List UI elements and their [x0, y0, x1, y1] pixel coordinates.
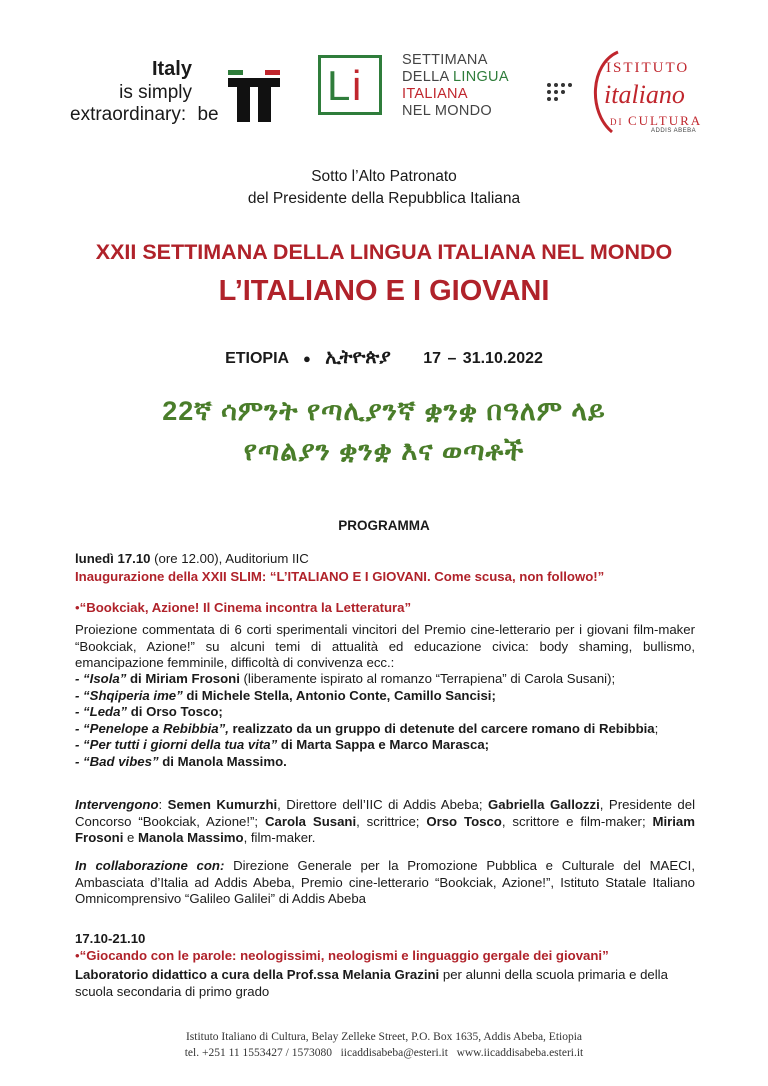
italy-logo — [70, 58, 285, 124]
slim-logo — [318, 52, 518, 132]
collaboration-text: Direzione Generale per la Promozione Pubblica e Culturale del MAECI, Ambasciata d’Italia ad Addis Abeba, Premio cine-letterario “Bookciak, Azione!”, Istituto Statale Italiano Omnicomprensivo “Galileo Galilei” di Addis Abeba — [75, 858, 695, 906]
slim-logo-line3: ITALIANA — [402, 86, 468, 102]
film-title: - “Per tutti i giorni della tua vita” — [75, 737, 278, 752]
event-dates: 17 – 31.10.2022 — [423, 350, 543, 367]
event1-description: Proiezione commentata di 6 corti sperimentali vincitori del Premio cine-letterario per i giovani film-maker “Bookciak, Azione!” su alcuni temi di attualità ed educazione civica: body shaming, bullismo, emancipazione femminile, difficoltà di convivenza ecc.: — [75, 622, 695, 670]
country-name: ETIOPIA — [225, 350, 289, 367]
event2-title — [75, 948, 695, 965]
bullet-icon: • — [75, 948, 80, 963]
event2-description — [75, 967, 695, 1000]
collaboration-label: In collaborazione con: — [75, 858, 225, 873]
iic-logo — [540, 50, 703, 135]
collaboration-paragraph — [75, 858, 695, 908]
iic-logo-city: ADDIS ABEBA — [651, 128, 697, 134]
iic-logo-di: DI — [610, 117, 624, 127]
film-list — [75, 671, 695, 770]
event1-title-text: “Bookciak, Azione! Il Cinema incontra la Letteratura” — [79, 600, 412, 615]
italy-logo-line2: is simply — [119, 82, 192, 103]
day1-line — [75, 551, 695, 568]
film-author: di Michele Stella, Antonio Conte, Camillo Sancisi; — [182, 687, 496, 703]
be-it-mark-icon — [228, 70, 280, 122]
speaker-role: , scrittrice; — [356, 813, 427, 829]
amharic-title: 22ኛ ሳምንት የጣሊያንኛ ቋንቋ በዓለም ላይ — [162, 396, 606, 426]
speaker-name: Orso Tosco — [426, 813, 502, 829]
slim-logo-line2a: DELLA — [402, 69, 449, 85]
iic-dots-icon — [546, 82, 576, 102]
speakers-paragraph — [75, 797, 695, 847]
day1-time: (ore 12.00), Auditorium IIC — [150, 551, 309, 566]
film-author: di Orso Tosco; — [127, 704, 223, 719]
film-item — [75, 737, 695, 754]
speakers-colon: : — [158, 797, 168, 812]
bullet-icon: • — [75, 600, 80, 615]
patronage-line1: Sotto l’Alto Patronato — [311, 168, 457, 185]
inauguration-line: Inaugurazione della XXII SLIM: “L’ITALIANO E I GIOVANI. Come scusa, non followo!” — [75, 569, 605, 584]
film-item — [75, 704, 695, 721]
footer-address: Istituto Italiano di Cultura, Belay Zelleke Street, P.O. Box 1635, Addis Abeba, Etiopia — [185, 1031, 583, 1043]
speaker-role: , Presidente del Concorso “Bookciak, Azione!”; — [75, 797, 696, 829]
slim-logo-line1: SETTIMANA — [402, 52, 488, 68]
speaker-name: Semen Kumurzhi — [167, 797, 278, 812]
speaker-name: Miriam Frosoni — [75, 813, 695, 845]
speakers-label: Intervengono — [75, 797, 159, 812]
speaker-name: Manola Massimo — [138, 830, 244, 845]
iic-logo-top: ISTITUTO — [606, 60, 690, 76]
italy-logo-line3b: be — [197, 104, 219, 125]
amharic-subtitle: የጣልያን ቋንቋ እና ወጣቶች — [243, 436, 525, 466]
film-item — [75, 754, 695, 771]
slim-logo-line4: NEL MONDO — [402, 103, 492, 119]
speaker-role: , film-maker. — [243, 830, 316, 845]
slim-logo-line2b: LINGUA — [453, 69, 509, 85]
event2-description-bold: Laboratorio didattico a cura della Prof.ssa Melania Grazini — [75, 967, 440, 982]
iic-logo-cultura: CULTURA — [627, 113, 703, 128]
country-name-amharic: ኢትዮጵያ — [325, 347, 391, 368]
slim-logo-box — [318, 55, 382, 115]
country-separator: ● — [302, 351, 311, 366]
speaker-role: , Direttore dell’IIC di Addis Abeba; — [277, 797, 489, 812]
event-subtitle: L’ITALIANO E I GIOVANI — [218, 275, 550, 307]
country-dates — [0, 347, 768, 369]
event2-title-text: “Giocando con le parole: neologissimi, neologismi e linguaggio gergale dei giovani” — [79, 948, 609, 963]
film-author: di Marta Sappa e Marco Marasca; — [277, 737, 490, 752]
film-item — [75, 671, 695, 688]
film-item — [75, 721, 695, 738]
event-title: XXII SETTIMANA DELLA LINGUA ITALIANA NEL MONDO — [95, 240, 673, 264]
footer-contacts: tel. +251 11 1553427 / 1573080 iicaddisabeba@esteri.it www.iicaddisabeba.esteri.it — [184, 1046, 584, 1059]
day2-date-text: 17.10-21.10 — [75, 931, 146, 946]
film-item — [75, 688, 695, 705]
patronage-line2: del Presidente della Repubblica Italiana — [247, 190, 521, 207]
film-author: realizzato da un gruppo di detenute del carcere romano di Rebibbia — [228, 720, 655, 736]
italy-logo-line1: Italy — [151, 58, 192, 80]
speaker-role: e — [123, 830, 139, 845]
footer — [0, 1030, 768, 1061]
event1-title — [75, 600, 695, 617]
film-note: (liberamente ispirato al romanzo “Terrapiena” di Carola Susani); — [239, 671, 616, 686]
film-title: - “Isola” — [75, 671, 127, 686]
slim-logo-letter-i: i — [352, 62, 362, 109]
italy-logo-line3a: extraordinary: — [70, 104, 187, 125]
program-heading: PROGRAMMA — [338, 518, 430, 533]
speaker-role: , scrittore e film-maker; — [501, 813, 653, 829]
film-title: - “Bad vibes” — [75, 753, 159, 769]
speaker-name: Carola Susani — [264, 813, 357, 829]
film-title: - “Leda” — [75, 704, 128, 719]
slim-logo-letter-l: L — [327, 62, 351, 109]
patronage — [0, 166, 768, 210]
film-title: - “Penelope a Rebibbia”, — [75, 720, 229, 736]
film-note: ; — [654, 720, 659, 736]
event2-description-rest: per alunni della scuola primaria e della scuola secondaria di primo grado — [75, 967, 668, 999]
day1-date: lunedì 17.10 — [75, 551, 151, 566]
film-title: - “Shqiperia ime” — [75, 687, 183, 703]
iic-logo-mid: italiano — [604, 80, 685, 109]
speaker-name: Gabriella Gallozzi — [488, 797, 600, 812]
film-author: di Manola Massimo. — [158, 753, 287, 769]
film-author: di Miriam Frosoni — [126, 671, 240, 686]
day2-date — [75, 931, 695, 948]
